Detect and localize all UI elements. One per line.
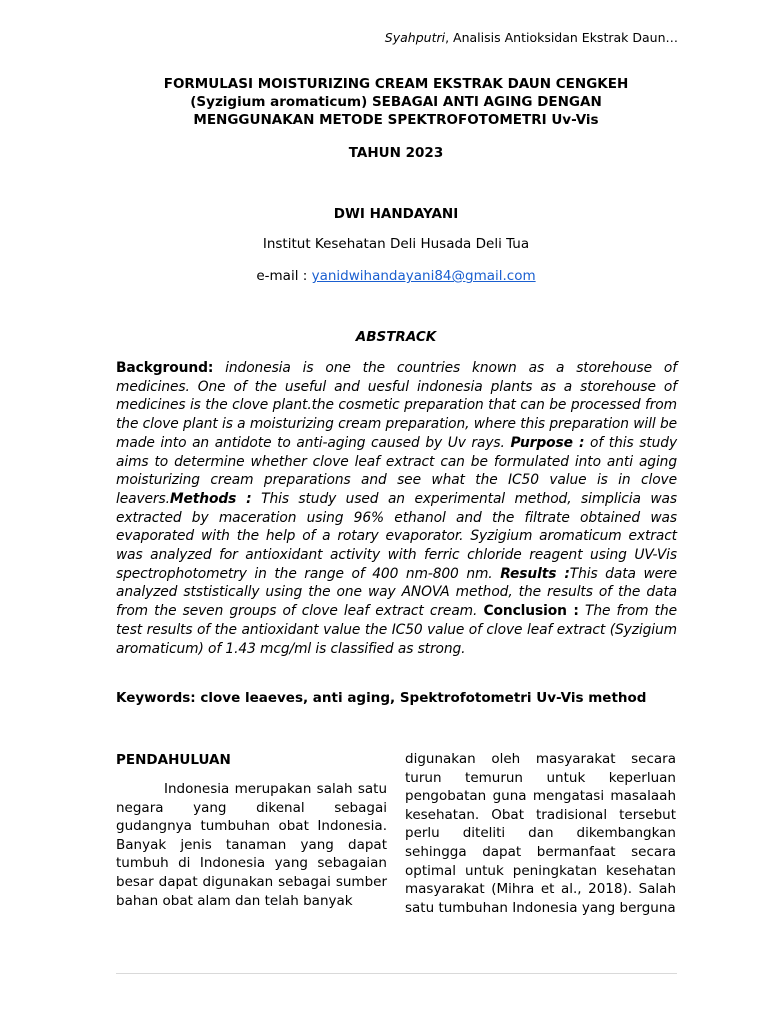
introduction-paragraph-left: Indonesia merupakan salah satu negara yang dikenal sebagai gudangnya tumbuhan obat Indonesia. Banyak jenis tanaman yang dapat tumbuh di Indonesia yang sebagaian besar dapat digunakan sebagai sumber bahan obat alam dan telah banyak [116,781,387,909]
abstract-methods-text: This study used an experimental method, simplicia was extracted by maceration using 96% ethanol and the filtrate obtained was evaporated with the help of a rotary evaporator. Syzigium aromaticum extract was analyzed for antioxidant activity with ferric chloride reagent using UV-Vis spectrophotometry in the range of 400 nm-800 nm. [116,490,677,582]
author-name: DWI HANDAYANI [333,206,459,222]
abstract-conclusion-label: Conclusion : [483,603,579,620]
running-head [385,29,678,47]
introduction-left-column [116,751,387,910]
paper-year: TAHUN 2023 [348,145,444,161]
abstract-conclusion-text: The from the test results of the antioxidant value the IC50 value of clove leaf extract (Syzigium aromaticum) of 1.43 mcg/ml is classified as strong. [116,603,677,657]
author-email [116,267,676,285]
abstract-methods-label: Methods : [169,490,252,507]
footer-divider [116,973,677,974]
abstract-body [116,359,677,658]
introduction-right-column [405,750,676,917]
introduction-paragraph-right: digunakan oleh masyarakat secara turun temurun untuk keperluan pengobatan guna mengatasi masalaah kesehatan. Obat tradisional tersebut perlu diteliti dan dikembangkan sehingga dapat bermanfaat secara optimal untuk peningkatan kesehatan masyarakat (Mihra et al., 2018). Salah satu tumbuhan Indonesia yang berguna [405,751,676,916]
email-link[interactable]: yanidwihandayani84@gmail.com [311,268,536,284]
abstract-purpose-text: of this study aims to determine whether clove leaf extract can be formulated into anti aging moisturizing cream preparations and see what the IC50 value is in clove leavers. [116,434,678,507]
paper-title-line-3: MENGGUNAKAN METODE SPEKTROFOTOMETRI Uv-Vis [193,112,599,128]
running-head-title: , Analisis Antioksidan Ekstrak Daun… [445,30,678,45]
keywords: Keywords: clove leaeves, anti aging, Spektrofotometri Uv-Vis method [116,690,647,706]
abstract-purpose-label: Purpose : [510,434,585,451]
running-head-author: Syahputri [384,30,446,45]
abstract-background-text: indonesia is one the countries known as a storehouse of medicines. One of the useful and uesful indonesia plants as a storehouse of medicines is the clove plant.the cosmetic preparation that can be processed from the clove plant is a moisturizing cream preparation, where this preparation will be made into an antidote to anti-aging caused by Uv rays. [116,360,677,451]
email-label: e-mail : [256,268,312,284]
abstract-heading: ABSTRACK [355,329,437,345]
paper-title-line-1: FORMULASI MOISTURIZING CREAM EKSTRAK DAUN CENGKEH [163,76,629,92]
paper-title [116,75,676,129]
abstract-background-label: Background: [116,360,214,376]
author-institution: Institut Kesehatan Deli Husada Deli Tua [262,236,530,252]
introduction-heading: PENDAHULUAN [116,752,231,768]
abstract-results-label: Results : [500,565,570,582]
paper-title-line-2: (Syzigium aromaticum) SEBAGAI ANTI AGING DENGAN [190,94,602,110]
abstract-results-text: This data were analyzed ststistically using the one way ANOVA method, the results of the data from the seven groups of clove leaf extract cream. [116,565,677,620]
